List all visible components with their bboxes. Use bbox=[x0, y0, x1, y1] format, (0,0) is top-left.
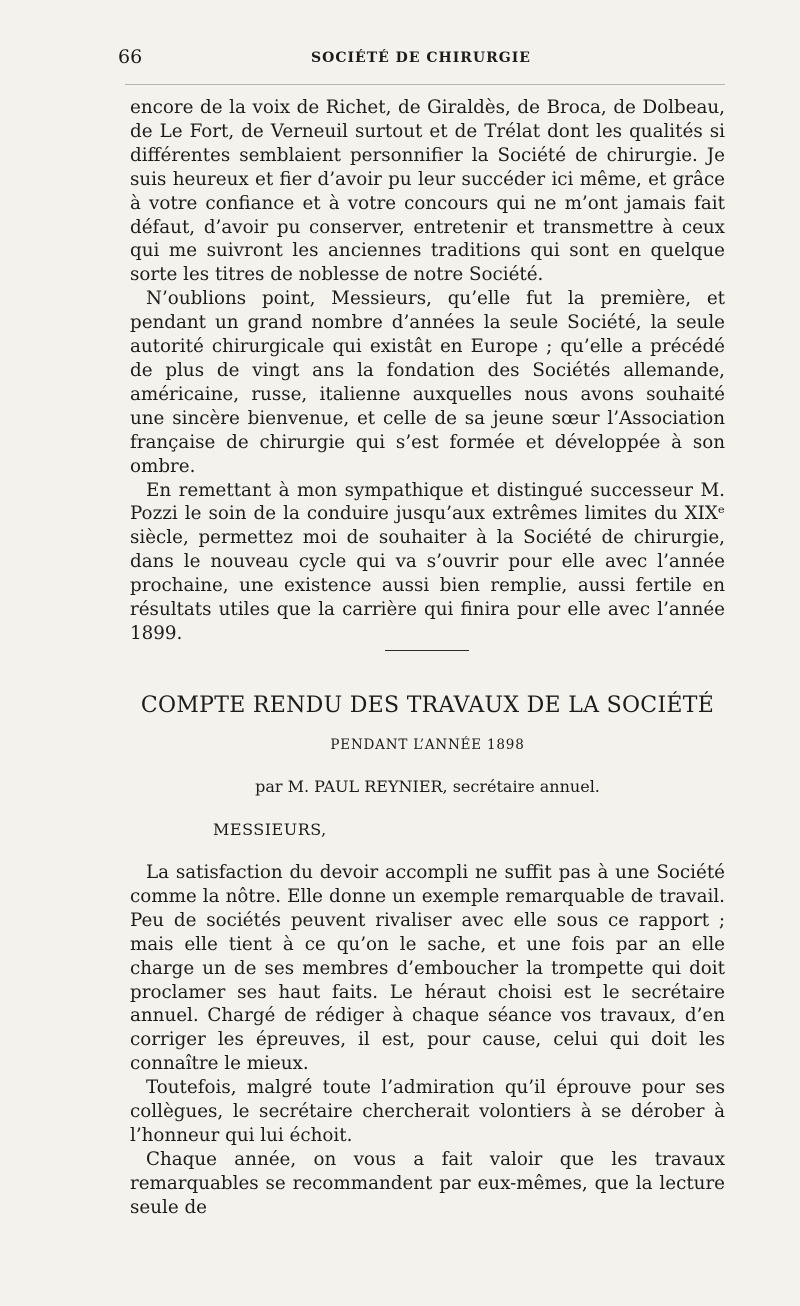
page-number: 66 bbox=[118, 46, 143, 68]
paragraph: Chaque année, on vous a fait valoir que les travaux remarquables se recommandent par eux-mêmes, que la lecture seule de bbox=[130, 1148, 725, 1218]
paragraph: La satisfaction du devoir accompli ne suffit pas à une Société comme la nôtre. Elle donne un exemple remarquable de travail. Peu de sociétés peuvent rivaliser avec elle sous ce rapport ; mais elle tient à ce qu’on le sache, et une fois par an elle charge un de ses membres d’emboucher la trompette qui doit proclamer ses haut faits. Le héraut choisi est le secrétaire annuel. Chargé de rédiger à chaque séance vos travaux, d’en corriger les épreuves, il est, pour cause, celui qui doit les connaître le mieux. bbox=[130, 862, 725, 1075]
header-rule bbox=[125, 84, 725, 85]
section-title: COMPTE RENDU DES TRAVAUX DE LA SOCIÉTÉ bbox=[140, 693, 715, 718]
paragraph: encore de la voix de Richet, de Giraldès, de Broca, de Dolbeau, de Le Fort, de Verneuil surtout et de Trélat dont les qualités si différentes semblaient personnifier la Société de chirurgie. Je suis heureux et fier d’avoir pu leur succéder ici même, et grâce à votre confiance et à votre concours qui ne m’ont jamais fait défaut, d’avoir pu conserver, entretenir et transmettre à ceux qui me suivront les anciennes traditions qui sont en quelque sorte les titres de noblesse de notre Société. bbox=[130, 97, 725, 286]
body-text-continued bbox=[130, 96, 725, 646]
paragraph: En remettant à mon sympathique et distingué successeur M. Pozzi le soin de la conduire jusqu’aux extrêmes limites du XIXᵉ siècle, permettez moi de souhaiter à la Société de chirurgie, dans le nouveau cycle qui va s’ouvrir pour elle avec l’année prochaine, une existence aussi bien remplie, aussi fertile en résultats utiles que la carrière qui finira pour elle avec l’année 1899. bbox=[130, 479, 725, 644]
paragraph: Toutefois, malgré toute l’admiration qu’il éprouve pour ses collègues, le secrétaire chercherait volontiers à se dérober à l’honneur qui lui échoit. bbox=[130, 1077, 725, 1146]
report-body-text bbox=[130, 861, 725, 1220]
section-subtitle: PENDANT L’ANNÉE 1898 bbox=[330, 737, 525, 753]
paragraph: N’oublions point, Messieurs, qu’elle fut la première, et pendant un grand nombre d’années la seule Société, la seule autorité chirurgicale qui existât en Europe ; qu’elle a précédé de plus de vingt ans la fondation des Sociétés allemande, américaine, russe, italienne auxquelles nous avons souhaité une sincère bienvenue, et celle de sa jeune sœur l’Association française de chirurgie qui s’est formée et développée à son ombre. bbox=[130, 288, 725, 477]
salutation: MESSIEURS, bbox=[213, 820, 327, 839]
page-header bbox=[118, 46, 724, 70]
running-title: SOCIÉTÉ DE CHIRURGIE bbox=[311, 50, 531, 66]
section-divider bbox=[385, 650, 469, 651]
author-line: par M. PAUL REYNIER, secrétaire annuel. bbox=[255, 777, 600, 796]
